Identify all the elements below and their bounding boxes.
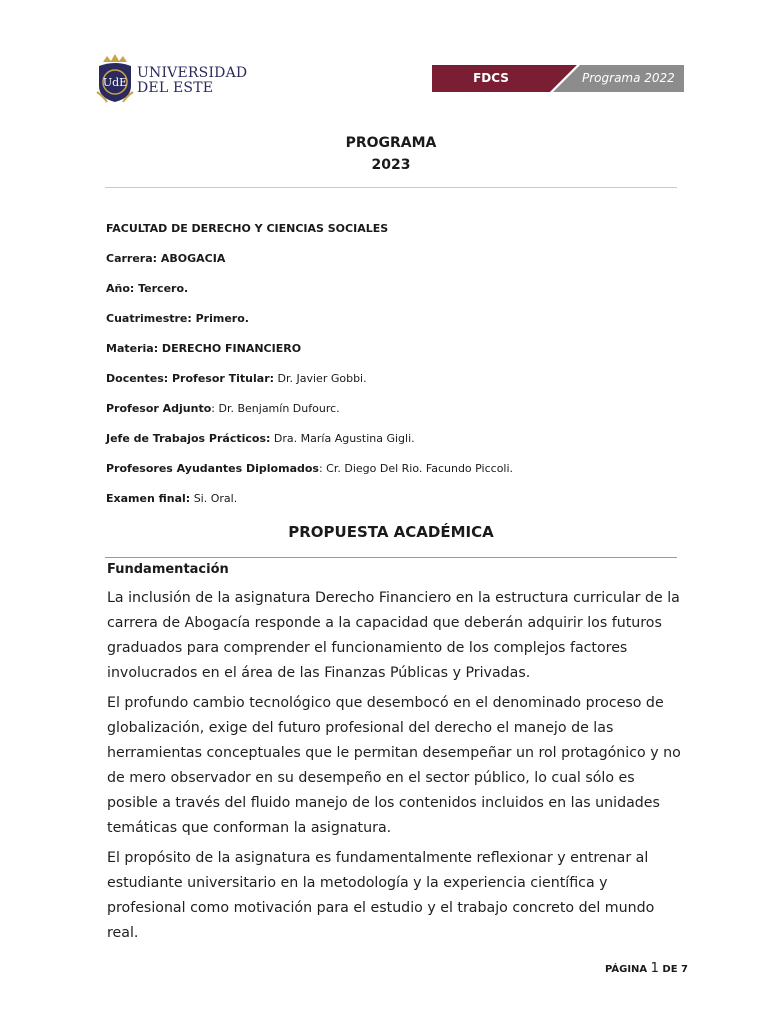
title-line-2: 2023 <box>371 157 411 173</box>
title-line-1: PROGRAMA <box>345 135 437 151</box>
title-divider <box>105 187 677 188</box>
logo-monogram: UdE <box>102 76 128 89</box>
page-total: 7 <box>681 964 688 975</box>
section-subtitle: Fundamentación <box>107 562 229 577</box>
logo-wordmark <box>137 66 247 96</box>
meta-subject: Materia: DERECHO FINANCIERO <box>106 342 302 355</box>
section-title: PROPUESTA ACADÉMICA <box>288 523 494 541</box>
meta-teachers: Docentes: Profesor Titular: Dr. Javier Gobbi. <box>106 372 367 385</box>
paragraph-1: La inclusión de la asignatura Derecho Financiero en la estructura curricular de la carrera de Abogacía responde a la capacidad que deberán adquirir los futuros graduados para comprender el funcionamiento de los complejos factores involucrados en el área de las Finanzas Públicas y Privadas. <box>107 590 680 681</box>
course-metadata <box>106 220 513 520</box>
logo-line-1: UNIVERSIDAD <box>137 65 248 81</box>
page-number: 1 <box>650 961 659 976</box>
meta-term: Cuatrimestre: Primero. <box>106 312 249 325</box>
page-footer <box>605 961 688 976</box>
section-body <box>107 586 682 951</box>
header-banner <box>432 65 684 92</box>
banner-faculty-label: FDCS <box>473 71 509 85</box>
meta-assistants: Profesores Ayudantes Diplomados: Cr. Diego Del Rio. Facundo Piccoli. <box>106 462 514 475</box>
section-divider <box>105 557 677 558</box>
logo-line-2: DEL ESTE <box>137 80 214 96</box>
meta-practical-head: Jefe de Trabajos Prácticos: Dra. María Agustina Gigli. <box>106 432 415 445</box>
meta-faculty: FACULTAD DE DERECHO Y CIENCIAS SOCIALES <box>106 222 389 235</box>
page-label: PÁGINA <box>604 964 648 975</box>
meta-exam: Examen final: Si. Oral. <box>106 492 238 505</box>
university-logo <box>95 52 248 104</box>
paragraph-2: El profundo cambio tecnológico que desembocó en el denominado proceso de globalización, exige del futuro profesional del derecho el manejo de las herramientas conceptuales que le permitan desempeñar un rol protagónico y no de mero observador en su desempeño en el sector público, lo cual sólo es posible a través del fluido manejo de los contenidos incluidos en las unidades temáticas que conforman la asignatura. <box>107 695 681 836</box>
of-label: DE <box>662 964 678 975</box>
paragraph-3: El propósito de la asignatura es fundamentalmente reflexionar y entrenar al estudiante universitario en la metodología y la experiencia científica y profesional como motivación para el estudio y el trabajo concreto del mundo real. <box>107 850 655 941</box>
document-title <box>105 132 677 176</box>
meta-career: Carrera: ABOGACIA <box>106 252 226 265</box>
university-seal-icon <box>95 52 135 104</box>
banner-program-label: Programa 2022 <box>582 71 675 85</box>
meta-year: Año: Tercero. <box>106 282 189 295</box>
meta-adjunct: Profesor Adjunto: Dr. Benjamín Dufourc. <box>106 402 340 415</box>
